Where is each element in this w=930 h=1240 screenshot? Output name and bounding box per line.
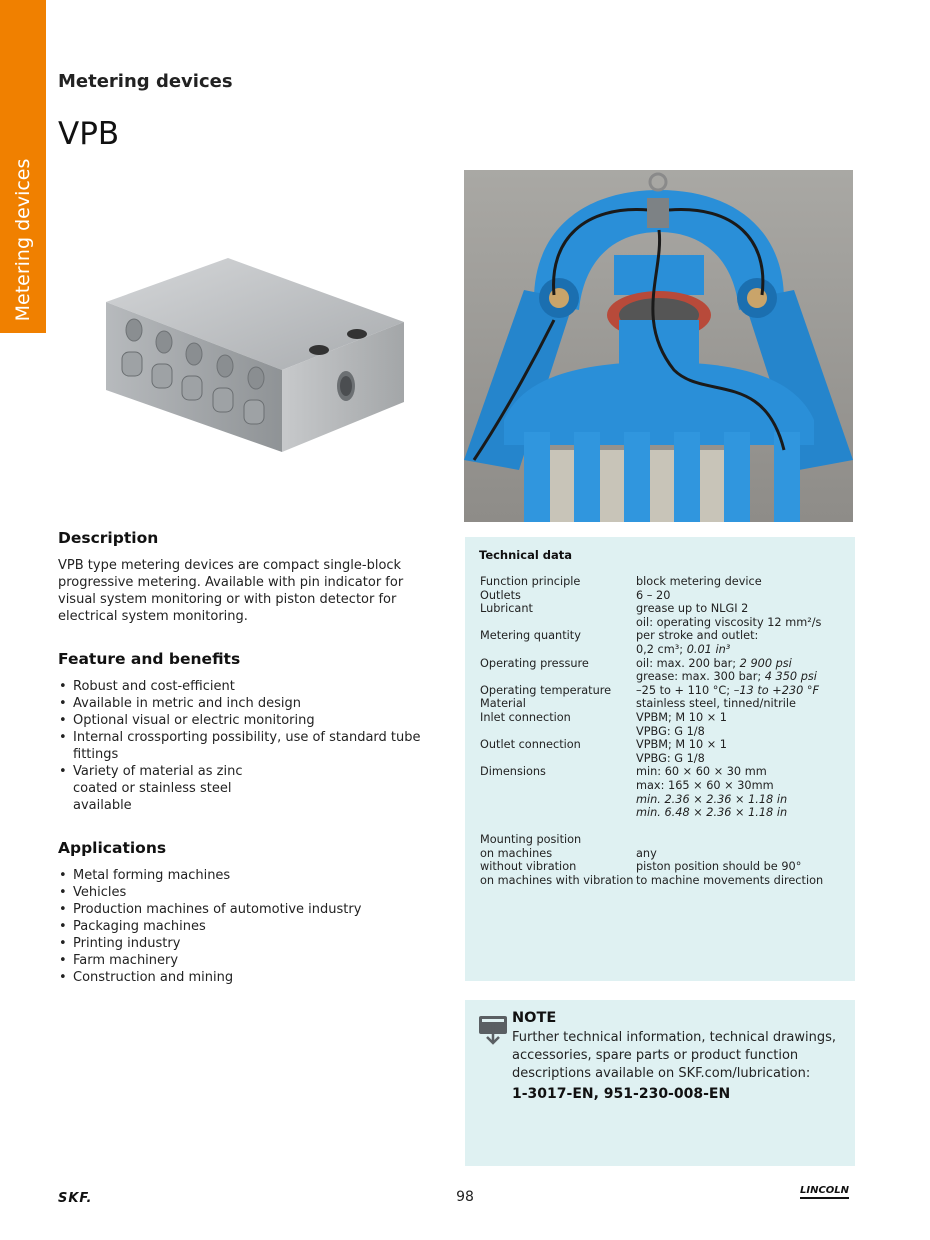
technical-data-row [480,738,823,752]
technical-data-label: on machines [480,846,553,860]
technical-data-value-text: max: 165 × 60 × 30mm [636,778,774,792]
technical-data-value-imperial: 0.01 in³ [686,642,731,656]
technical-data-row [480,616,823,630]
technical-data-panel [465,537,855,981]
technical-data-label [480,725,636,739]
technical-data-row [480,643,823,657]
technical-data-label: Function principle [480,575,581,588]
technical-data-value-text: per stroke and outlet: [636,629,759,643]
applications-list [58,867,443,986]
technical-data-label [480,806,636,820]
technical-data-value [636,697,796,711]
technical-data-value-text: VPBG: G 1/8 [636,751,705,765]
technical-data-row [480,779,823,793]
technical-data-row [480,575,823,589]
technical-data-value-imperial: 2 900 psi [739,656,792,670]
list-item: • Internal crossporting possibility, use of standard tube fittings [58,729,443,763]
technical-data-value [636,602,748,616]
technical-data-value [636,575,762,589]
technical-data-label [480,670,636,684]
product-image [98,252,413,458]
technical-data-value-text: any [636,846,657,860]
technical-data-label [480,616,636,630]
technical-data-value [636,725,705,739]
list-item: • Farm machinery [58,952,443,969]
technical-data-value [636,657,792,671]
side-tab [0,0,46,333]
list-item: • Packaging machines [58,918,443,935]
features-list [58,678,443,814]
technical-data-value [636,670,817,684]
technical-data-label: Inlet connection [480,710,571,724]
technical-data-row [480,697,823,711]
technical-data-table [480,575,823,888]
technical-data-value [636,779,774,793]
technical-data-label [480,752,636,766]
lincoln-logo: LINCOLN [800,1185,849,1199]
technical-data-label: without vibration [480,860,577,874]
note-title: NOTE [512,1010,557,1026]
technical-data-value-imperial: 4 350 psi [764,670,817,684]
technical-data-label [480,820,636,834]
side-tab-label: Metering devices [12,158,34,322]
technical-data-label: Lubricant [480,602,533,616]
list-item: • Construction and mining [58,969,443,986]
note-panel [465,1000,855,1166]
technical-data-label [480,793,636,807]
list-item: • Vehicles [58,884,443,901]
technical-data-value [636,765,767,779]
page-number: 98 [456,1189,474,1205]
skf-logo: SKF. [58,1191,93,1206]
technical-data-row [480,684,823,698]
technical-data-value-text: grease up to NLGI 2 [636,602,749,616]
technical-data-value-text: to machine movements direction [636,874,824,888]
technical-data-value [636,793,787,807]
technical-data-label: on machines with vibration [480,874,634,888]
technical-data-label [480,643,636,657]
list-item: • Optional visual or electric monitoring [58,712,443,729]
list-item: • Variety of material as zinc coated or stainless steel available [58,763,288,814]
technical-data-value [636,860,801,874]
section-label: Metering devices [58,71,233,92]
technical-data-row [480,589,823,603]
left-column [58,530,443,1012]
technical-data-value-text: oil: max. 200 bar; [636,656,740,670]
technical-data-label: Outlets [480,588,521,602]
technical-data-value [636,847,657,861]
technical-data-value-text: stainless steel, tinned/nitrile [636,697,796,711]
technical-data-value-text: –25 to + 110 °C; [636,683,734,697]
technical-data-row [480,752,823,766]
technical-data-row [480,725,823,739]
technical-data-row [480,833,823,847]
technical-data-value-text: piston position should be 90° [636,860,802,874]
technical-data-row [480,657,823,671]
description-heading: Description [58,529,159,547]
technical-data-row [480,629,823,643]
technical-data-row [480,765,823,779]
note-text: Further technical information, technical drawings, accessories, spare parts or product function descriptions available on SKF.com/lubrication: [512,1030,837,1081]
list-item: • Available in metric and inch design [58,695,443,712]
technical-data-value-text: 6 – 20 [636,588,671,602]
technical-data-value [636,643,730,657]
technical-data-label: Material [480,697,526,711]
list-item: • Metal forming machines [58,867,443,884]
technical-data-value-text: min: 60 × 60 × 30 mm [636,765,767,779]
list-item: • Production machines of automotive industry [58,901,443,918]
technical-data-row [480,847,823,861]
technical-data-label: Dimensions [480,765,546,779]
list-item: • Robust and cost-efficient [58,678,443,695]
list-item: • Printing industry [58,935,443,952]
technical-data-value [636,711,727,725]
technical-data-value-text: VPBG: G 1/8 [636,724,705,738]
technical-data-value [636,752,705,766]
technical-data-value-imperial: min. 2.36 × 2.36 × 1.18 in [636,792,788,806]
technical-data-row [480,711,823,725]
technical-data-value-imperial: min. 6.48 × 2.36 × 1.18 in [636,806,788,820]
technical-data-value [636,806,787,820]
technical-data-value-text: oil: operating viscosity 12 mm²/s [636,615,822,629]
technical-data-row [480,820,823,834]
book-download-icon [477,1012,509,1046]
description-text: VPB type metering devices are compact single-block progressive metering. Available with pin indicator for visual system monitoring or with piston detector for electrical system monitoring. [58,558,404,624]
technical-data-label: Mounting position [480,833,582,847]
technical-data-row [480,670,823,684]
technical-data-label [480,779,636,793]
technical-data-row [480,793,823,807]
technical-data-row [480,874,823,888]
technical-data-value [636,589,670,603]
applications-heading: Applications [58,839,167,857]
technical-data-value-text: 0,2 cm³; [636,642,687,656]
technical-data-value-imperial: –13 to +230 °F [733,683,820,697]
machine-photo [464,170,853,522]
note-references: 1-3017-EN, 951-230-008-EN [512,1086,731,1102]
technical-data-label: Operating temperature [480,683,612,697]
technical-data-value [636,629,758,643]
technical-data-value-text: grease: max. 300 bar; [636,670,765,684]
technical-data-value-text: VPBM; M 10 × 1 [636,738,727,752]
technical-data-row [480,602,823,616]
technical-data-label: Outlet connection [480,738,581,752]
technical-data-value-text: block metering device [636,575,762,588]
features-heading: Feature and benefits [58,650,241,668]
technical-data-row [480,806,823,820]
technical-data-row [480,860,823,874]
technical-data-value [636,684,819,698]
technical-data-value-text: VPBM; M 10 × 1 [636,710,727,724]
technical-data-label: Operating pressure [480,656,589,670]
technical-data-value [636,738,727,752]
technical-data-label: Metering quantity [480,629,581,643]
page-title: VPB [58,116,120,152]
technical-data-value [636,616,821,630]
technical-data-title: Technical data [479,548,573,562]
technical-data-value [636,874,823,888]
